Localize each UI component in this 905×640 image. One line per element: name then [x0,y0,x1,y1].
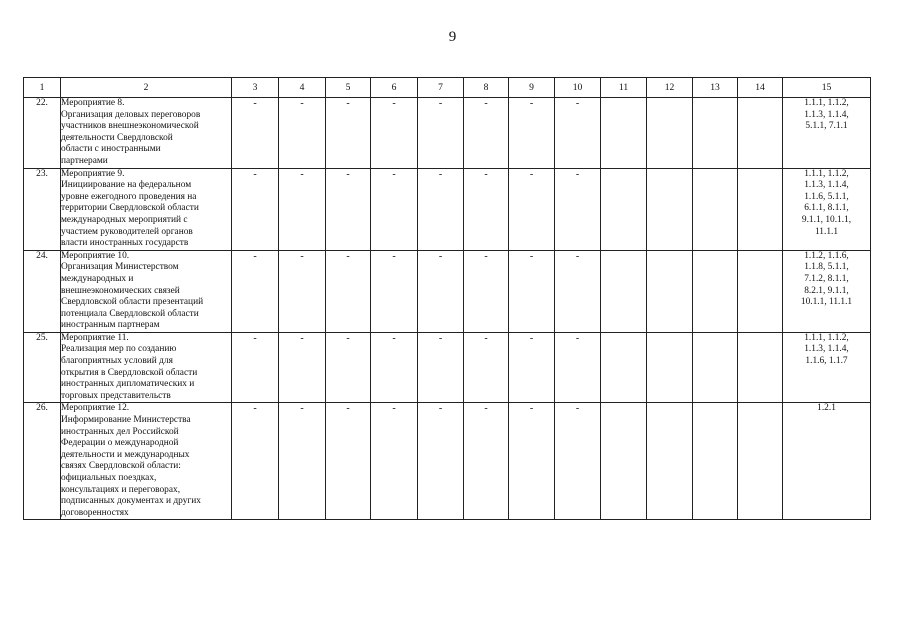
activity-description [61,332,232,403]
value-cell-col-5: - [326,168,371,250]
value-cell-col-7: - [418,98,464,169]
column-header-6: 6 [371,78,418,98]
code-line: 11.1.1 [814,226,839,237]
code-line: 1.1.3, 1.1.4, [804,180,849,191]
description-line: Реализация мер по созданию [61,344,177,355]
code-line: 1.1.3, 1.1.4, [804,109,849,120]
row-number: 22. [24,98,61,169]
value-cell-col-8: - [464,98,509,169]
value-cell-col-8: - [464,168,509,250]
value-cell-col-8: - [464,332,509,403]
value-cell-col-5: - [326,403,371,520]
header-row [24,78,871,98]
empty-cell-col-11 [601,168,647,250]
description-line: Мероприятие 10. [61,250,130,261]
value-cell-col-4: - [279,403,326,520]
value-cell-col-6: - [371,168,418,250]
code-line: 1.1.8, 5.1.1, [804,262,849,273]
table-body [24,98,871,520]
description-line: иностранным партнерам [61,320,160,331]
empty-cell-col-14 [738,332,783,403]
empty-cell-col-13 [693,98,738,169]
code-line: 1.1.6, 1.1.7 [805,356,848,367]
value-cell-col-3: - [232,168,279,250]
description-line: иностранных дипломатических и [61,379,195,390]
description-line: международных мероприятий с [61,214,188,225]
description-line: Мероприятие 9. [61,168,125,179]
value-cell-col-4: - [279,332,326,403]
table-row [24,168,871,250]
value-cell-col-6: - [371,98,418,169]
column-header-1: 1 [24,78,61,98]
description-line: Мероприятие 11. [61,332,129,343]
empty-cell-col-13 [693,168,738,250]
column-header-4: 4 [279,78,326,98]
description-line: территории Свердловской области [61,203,199,214]
code-line: 1.1.3, 1.1.4, [804,344,849,355]
value-cell-col-3: - [232,98,279,169]
table-row [24,332,871,403]
target-indicator-codes [783,403,871,520]
value-cell-col-3: - [232,250,279,332]
code-line: 1.2.1 [817,403,836,414]
description-line: международных и [61,273,134,284]
column-header-14: 14 [738,78,783,98]
description-line: уровне ежегодного проведения на [61,191,197,202]
code-line: 1.1.6, 5.1.1, [804,191,849,202]
description-line: связях Свердловской области: [61,461,181,472]
description-line: торговых представительств [61,390,171,401]
empty-cell-col-11 [601,403,647,520]
code-line: 9.1.1, 10.1.1, [801,214,852,225]
value-cell-col-5: - [326,250,371,332]
description-line: договоренностях [61,507,129,518]
description-line: участием руководителей органов [61,226,193,237]
value-cell-col-7: - [418,250,464,332]
description-line: открытия в Свердловской области [61,367,198,378]
value-cell-col-4: - [279,98,326,169]
description-line: Организация деловых переговоров [61,109,201,120]
empty-cell-col-11 [601,250,647,332]
column-header-9: 9 [509,78,555,98]
description-line: деятельности и международных [61,449,190,460]
column-header-7: 7 [418,78,464,98]
code-line: 8.2.1, 9.1.1, [804,285,849,296]
description-line: участников внешнеэкономической [61,121,199,132]
code-line: 6.1.1, 8.1.1, [804,203,849,214]
activity-description [61,98,232,169]
value-cell-col-6: - [371,250,418,332]
row-number: 23. [24,168,61,250]
empty-cell-col-14 [738,98,783,169]
value-cell-col-10: - [555,332,601,403]
description-line: области с иностранными [61,144,161,155]
code-line: 1.1.1, 1.1.2, [804,98,849,108]
code-line: 10.1.1, 11.1.1 [800,297,853,308]
code-line: 1.1.1, 1.1.2, [804,332,849,343]
row-number: 25. [24,332,61,403]
empty-cell-col-12 [647,332,693,403]
value-cell-col-3: - [232,332,279,403]
description-line: Организация Министерством [61,262,179,273]
description-line: официальных поездках, [61,473,157,483]
description-line: Инициирование на федеральном [61,180,192,191]
empty-cell-col-12 [647,168,693,250]
empty-cell-col-13 [693,250,738,332]
value-cell-col-7: - [418,403,464,520]
value-cell-col-9: - [509,98,555,169]
empty-cell-col-12 [647,403,693,520]
row-number: 24. [24,250,61,332]
column-header-10: 10 [555,78,601,98]
description-line: Свердловской области презентаций [61,297,204,308]
page-number: 9 [448,29,457,45]
value-cell-col-10: - [555,250,601,332]
empty-cell-col-14 [738,403,783,520]
value-cell-col-8: - [464,403,509,520]
value-cell-col-6: - [371,403,418,520]
value-cell-col-10: - [555,403,601,520]
column-header-3: 3 [232,78,279,98]
description-line: внешнеэкономических связей [61,285,180,296]
value-cell-col-4: - [279,250,326,332]
empty-cell-col-12 [647,250,693,332]
value-cell-col-10: - [555,168,601,250]
column-header-15: 15 [783,78,871,98]
empty-cell-col-11 [601,332,647,403]
value-cell-col-5: - [326,332,371,403]
empty-cell-col-11 [601,98,647,169]
value-cell-col-10: - [555,98,601,169]
description-line: подписанных документах и других [61,496,201,507]
activity-description [61,250,232,332]
target-indicator-codes [783,332,871,403]
column-header-2: 2 [61,78,232,98]
description-line: иностранных дел Российской [61,426,179,437]
target-indicator-codes [783,168,871,250]
target-indicator-codes [783,250,871,332]
activity-description [61,168,232,250]
value-cell-col-9: - [509,403,555,520]
value-cell-col-6: - [371,332,418,403]
empty-cell-col-13 [693,403,738,520]
value-cell-col-7: - [418,332,464,403]
empty-cell-col-12 [647,98,693,169]
description-line: благоприятных условий для [61,356,173,367]
code-line: 5.1.1, 7.1.1 [805,121,848,132]
column-header-8: 8 [464,78,509,98]
description-line: консультациях и переговорах, [61,484,181,495]
empty-cell-col-14 [738,250,783,332]
value-cell-col-8: - [464,250,509,332]
description-line: партнерами [61,155,108,166]
value-cell-col-9: - [509,332,555,403]
value-cell-col-3: - [232,403,279,520]
description-line: власти иностранных государств [61,238,189,249]
description-line: Федерации о международной [61,438,179,449]
description-line: потенциала Свердловской области [61,308,199,319]
value-cell-col-9: - [509,250,555,332]
table-header [24,78,871,98]
code-line: 1.1.2, 1.1.6, [804,250,849,261]
program-table [23,77,871,520]
description-line: Мероприятие 8. [61,98,125,108]
description-line: деятельности Свердловской [61,132,173,143]
column-header-5: 5 [326,78,371,98]
value-cell-col-4: - [279,168,326,250]
target-indicator-codes [783,98,871,169]
column-header-12: 12 [647,78,693,98]
table-row [24,250,871,332]
description-line: Мероприятие 12. [61,403,130,414]
empty-cell-col-13 [693,332,738,403]
table-row [24,98,871,169]
value-cell-col-7: - [418,168,464,250]
value-cell-col-9: - [509,168,555,250]
column-header-13: 13 [693,78,738,98]
table-row [24,403,871,520]
activity-description [61,403,232,520]
description-line: Информирование Министерства [61,415,191,426]
row-number: 26. [24,403,61,520]
column-header-11: 11 [601,78,647,98]
code-line: 7.1.2, 8.1.1, [804,273,849,284]
value-cell-col-5: - [326,98,371,169]
code-line: 1.1.1, 1.1.2, [804,168,849,179]
empty-cell-col-14 [738,168,783,250]
